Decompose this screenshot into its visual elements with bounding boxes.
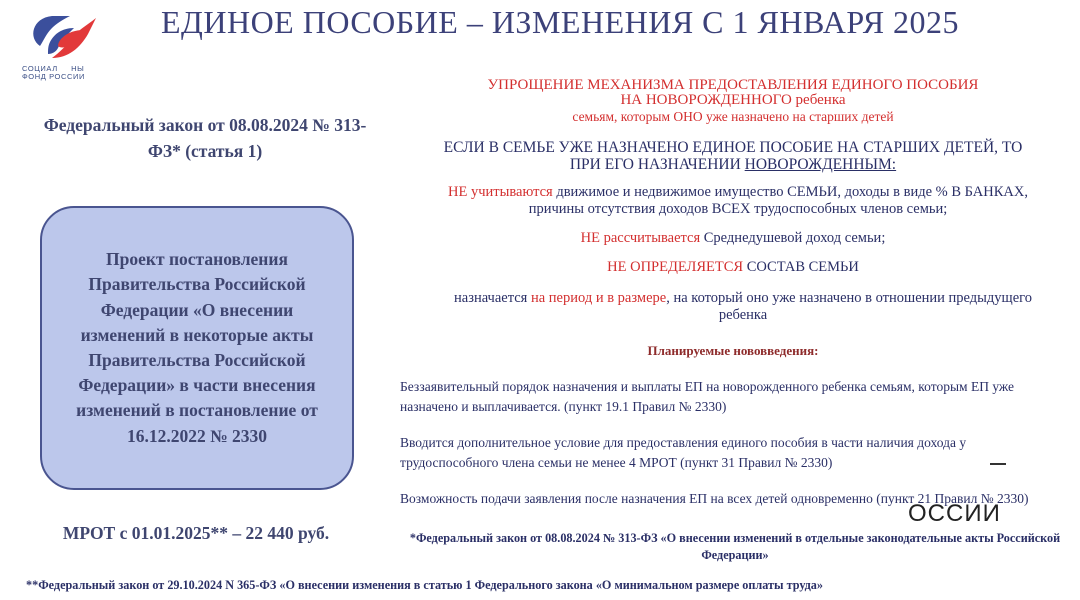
decorative-dash — [990, 463, 1006, 465]
footnote-federal-law-365: **Федеральный закон от 29.10.2024 N 365-ФЗ «О внесении изменения в статью 1 Федерального закона «О минимальном размере оплаты труда» — [26, 578, 823, 592]
watermark-text: ОССИИ — [908, 500, 1001, 527]
condition-line2-text: ПРИ ЕГО НАЗНАЧЕНИИ — [569, 156, 745, 173]
sfr-logo-icon — [22, 8, 102, 68]
point-assigned-period — [440, 290, 1046, 324]
planned-innovations-heading: Планируемые нововведения: — [647, 343, 819, 358]
point-not-determined — [420, 259, 1046, 276]
point-not-considered-text: движимое и недвижимое имущество СЕМЬИ, доходы в виде % В БАНКАХ, причины отсутствия доходов ВСЕХ трудоспособных членов семьи; — [528, 184, 1028, 217]
point-assigned-highlight: на период и в размере — [530, 290, 667, 306]
innovation-item-2: Вводится дополнительное условие для предоставления единого пособия в части наличия дохода у трудоспособного члена семьи не менее 4 МРОТ (пункт 31 Правил № 2330) — [400, 435, 967, 470]
section-heading-line1: УПРОЩЕНИЕ МЕХАНИЗМА ПРЕДОСТАВЛЕНИЯ ЕДИНОГО ПОСОБИЯ — [487, 77, 979, 93]
point-not-calculated-highlight: НЕ рассчитывается — [580, 230, 701, 246]
point-not-calculated-text: Среднедушевой доход семьи; — [700, 230, 886, 246]
footnote-federal-law-313: *Федеральный закон от 08.08.2024 № 313-ФЗ «О внесении изменений в отдельные законодательные акты Российской Федерации» — [409, 531, 1061, 562]
condition-newborn-underlined: НОВОРОЖДЕННЫМ: — [744, 156, 897, 173]
draft-resolution-box — [40, 206, 354, 490]
federal-law-reference: Федеральный закон от 08.08.2024 № 313-ФЗ* (статья 1) — [43, 115, 367, 161]
condition-line1: ЕСЛИ В СЕМЬЕ УЖЕ НАЗНАЧЕНО ЕДИНОЕ ПОСОБИЕ НА СТАРШИХ ДЕТЕЙ, ТО — [443, 139, 1023, 156]
logo-text-line1: СОЦИАЛ НЫ — [22, 64, 85, 73]
section-heading-line2: НА НОВОРОЖДЕННОГО ребенка — [620, 92, 846, 108]
page-title: ЕДИНОЕ ПОСОБИЕ – ИЗМЕНЕНИЯ С 1 ЯНВАРЯ 2025 — [160, 4, 960, 40]
point-not-determined-highlight: НЕ ОПРЕДЕЛЯЕТСЯ — [607, 259, 744, 275]
point-not-calculated — [420, 230, 1046, 247]
logo-text — [22, 65, 85, 81]
section-heading — [420, 78, 1046, 108]
mrot-info: МРОТ с 01.01.2025** – 22 440 руб. — [62, 523, 330, 543]
innovation-item-3: Возможность подачи заявления после назначения ЕП на всех детей одновременно (пункт 21 Правил № 2330) — [400, 491, 1029, 506]
point-assigned-text-a: назначается — [454, 290, 531, 306]
point-assigned-text-b: , на который оно уже назначено в отношении предыдущего ребенка — [666, 290, 1032, 323]
draft-resolution-text: Проект постановления Правительства Российской Федерации «О внесении изменений в некоторые акты Правительства Российской Федерации» в части внесения изменений в постановление от 16.12.2022 № 2330 — [76, 249, 318, 446]
point-not-considered-highlight: НЕ учитываются — [448, 184, 553, 200]
condition-statement — [410, 139, 1056, 173]
point-not-determined-text: СОСТАВ СЕМЬИ — [743, 259, 859, 275]
point-not-considered — [428, 184, 1048, 218]
condition-line2 — [410, 156, 1056, 173]
section-subheading: семьям, которым ОНО уже назначено на старших детей — [572, 109, 894, 124]
innovation-item-1: Беззаявительный порядок назначения и выплаты ЕП на новорожденного ребенка семьям, которым ЕП уже назначено и выплачивается. (пункт 19.1 Правил № 2330) — [400, 379, 1015, 414]
logo-text-line2: ФОНД РОССИИ — [22, 72, 86, 81]
